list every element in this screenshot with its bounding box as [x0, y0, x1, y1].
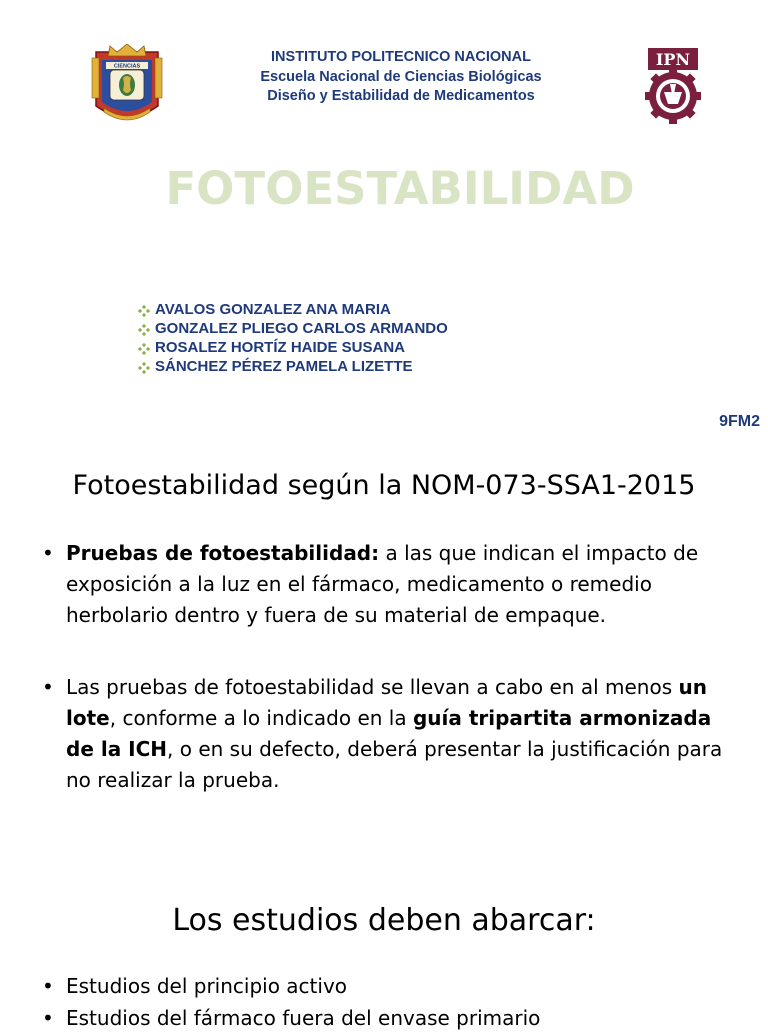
diamond-bullet-icon — [138, 322, 152, 336]
emphasis-text: un lote — [66, 675, 707, 730]
school-name: Escuela Nacional de Ciencias Biológicas — [260, 68, 542, 85]
course-name: Diseño y Estabilidad de Medicamentos — [267, 88, 535, 104]
paragraph-text: , conforme a lo indicado en la — [109, 706, 413, 730]
member-name: GONZALEZ PLIEGO CARLOS ARMANDO — [155, 320, 448, 337]
definition-list — [40, 538, 730, 631]
section-title: Los estudios deben abarcar: — [172, 903, 596, 938]
ipn-letters: IPN — [655, 50, 691, 69]
section-title: Fotoestabilidad según la NOM-073-SSA1-2015 — [72, 470, 696, 501]
diamond-bullet-icon — [138, 360, 152, 374]
crest-label: CIENCIAS — [113, 63, 141, 70]
paragraph-text: , o en su defecto, deberá presentar la justificación para no realizar la prueba. — [66, 737, 723, 792]
diamond-bullet-icon — [138, 303, 152, 317]
ipn-logo-icon — [640, 44, 706, 136]
members-list — [138, 300, 448, 376]
scope-list — [40, 970, 730, 1034]
term-definition: a las que indican el impacto de exposición a la luz en el fármaco, medicamento o remedio herbolario dentro y fuera de su material de empaque. — [66, 541, 699, 627]
list-item: • Estudios del principio activo — [40, 970, 730, 1002]
list-item — [138, 357, 448, 376]
diamond-bullet-icon — [138, 341, 152, 355]
encb-crest-icon — [90, 44, 164, 128]
main-title: FOTOESTABILIDAD — [165, 162, 635, 215]
paragraph-text: Las pruebas de fotoestabilidad se llevan a cabo en al menos — [66, 675, 679, 699]
list-item — [138, 319, 448, 338]
emphasis-text: guía tripartita armonizada de la ICH — [66, 706, 712, 761]
list-item — [40, 672, 730, 796]
group-code: 9FM2 — [719, 413, 760, 430]
list-item — [138, 300, 448, 319]
term-bold: Pruebas de fotoestabilidad: — [66, 541, 380, 565]
institution-header — [200, 48, 602, 107]
list-item: • Estudios del fármaco fuera del envase primario — [40, 1002, 730, 1034]
institution-name: INSTITUTO POLITECNICO NACIONAL — [271, 49, 531, 65]
member-name: AVALOS GONZALEZ ANA MARIA — [155, 301, 391, 318]
list-item — [138, 338, 448, 357]
member-name: ROSALEZ HORTÍZ HAIDE SUSANA — [155, 339, 406, 356]
member-name: SÁNCHEZ PÉREZ PAMELA LIZETTE — [155, 358, 413, 375]
requirements-list — [40, 672, 730, 796]
list-item — [40, 538, 730, 631]
